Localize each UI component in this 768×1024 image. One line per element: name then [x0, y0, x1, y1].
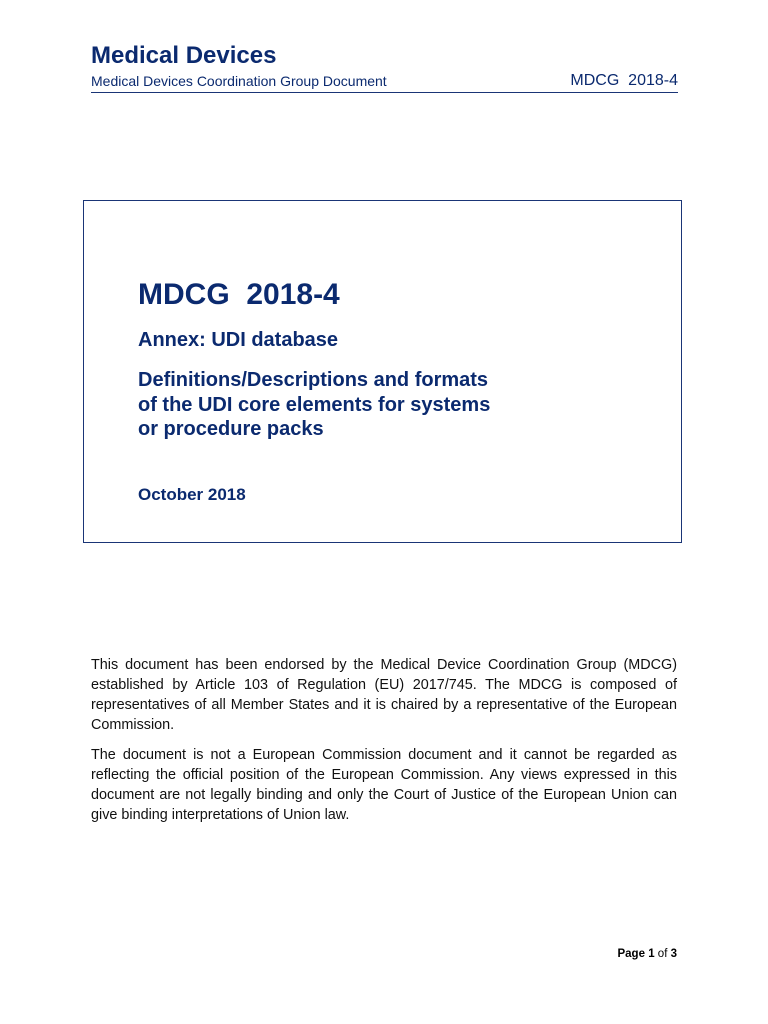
header-subtitle: Medical Devices Coordination Group Document — [91, 73, 387, 89]
disclaimer-paragraph: The document is not a European Commission document and it cannot be regarded as reflecting the official position of the European Commission. Any views expressed in this document are not legally binding and only the Court of Justice of the European Union can give binding interpretations of Union law. — [91, 747, 677, 823]
description-line: Definitions/Descriptions and formats — [138, 369, 489, 391]
description-line: or procedure packs — [138, 418, 324, 440]
document-title: MDCG 2018-4 — [138, 278, 340, 311]
document-description — [138, 368, 578, 442]
page-total: 3 — [670, 948, 677, 960]
header-title: Medical Devices — [91, 42, 277, 69]
page-label: Page — [617, 948, 645, 960]
annex-title: Annex: UDI database — [138, 329, 339, 351]
endorsement-paragraph: This document has been endorsed by the Medical Device Coordination Group (MDCG) established by Article 103 of Regulation (EU) 2017/745. The MDCG is composed of representatives of all Member States and it is chaired by a representative of the European Commission. — [91, 657, 677, 733]
header-divider — [91, 92, 678, 93]
page-current: 1 — [648, 948, 655, 960]
document-date: October 2018 — [138, 485, 246, 504]
header-document-reference: MDCG 2018-4 — [570, 72, 678, 89]
page-number — [617, 947, 677, 961]
description-line: of the UDI core elements for systems — [138, 393, 491, 416]
page-of: of — [657, 948, 668, 960]
